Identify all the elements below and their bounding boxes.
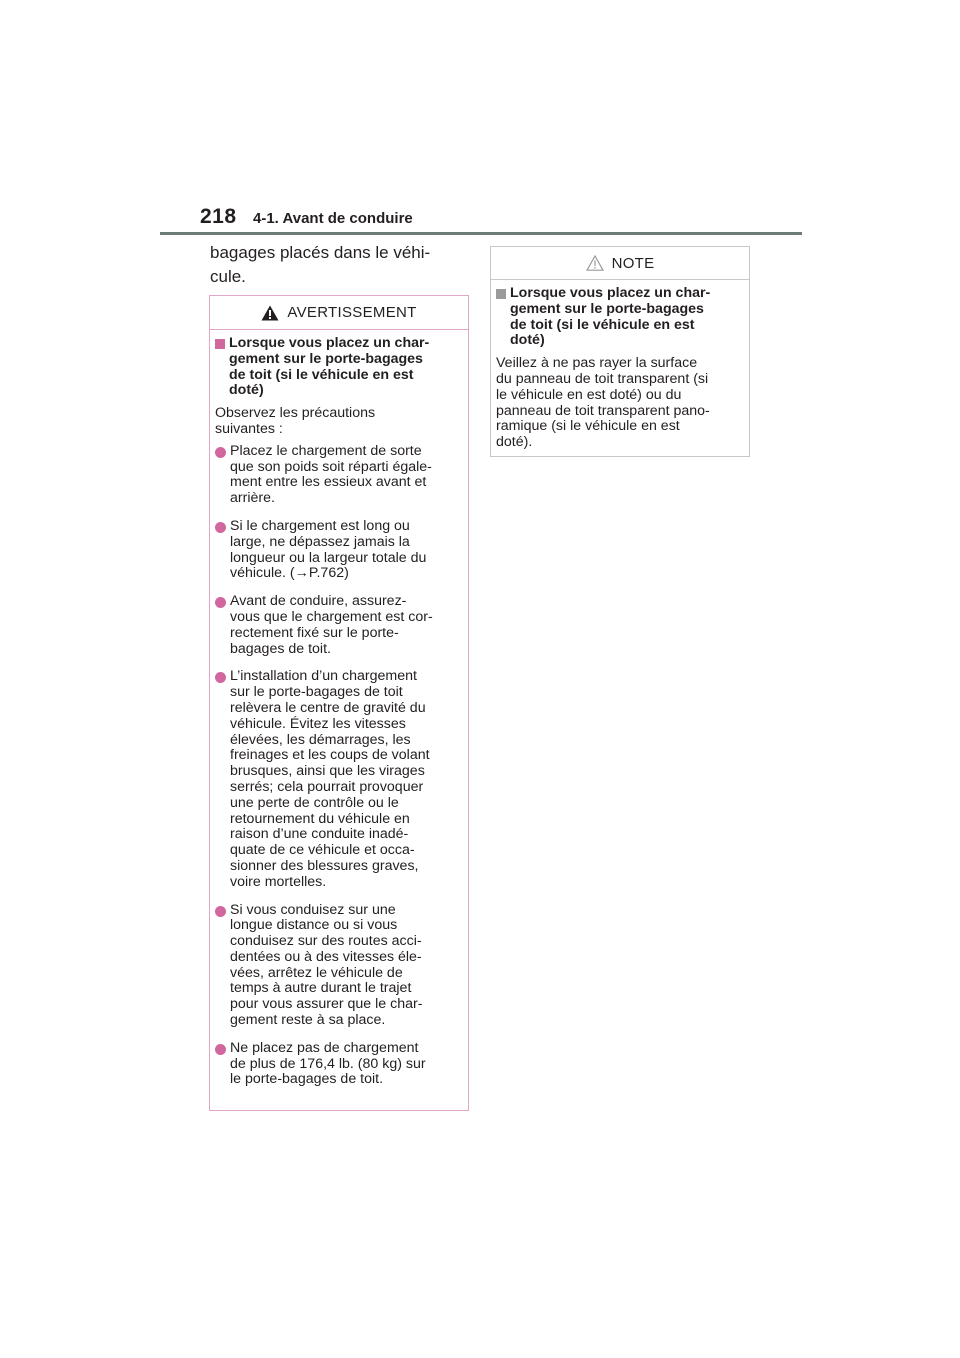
list-item [215, 669, 462, 890]
bullet-text: L’installation d’un chargement sur le porte-bagages de toit relèvera le centre de gravité du véhicule. Évitez les vitesses élevées, les démarrages, les freinages et les coups de volant brusques, ainsi que les virages serrés; cela pourrait provoquer une perte de contrôle ou le retournement du véhicule en raison d’une conduite inadé- quate de ce véhicule et occa- sionner des blessures graves, voire mortelles. [230, 668, 430, 890]
warning-box [209, 295, 469, 1111]
page-number: 218 [200, 205, 237, 228]
bullet-dot-icon [215, 447, 226, 458]
warning-triangle-icon [261, 305, 279, 321]
warning-header [210, 296, 468, 330]
warning-body [210, 330, 468, 1088]
bullet-dot-icon [215, 522, 226, 533]
list-item [215, 519, 462, 582]
note-header [491, 247, 749, 280]
bullet-text: Si le chargement est long ou large, ne dépassez jamais la longueur ou la largeur totale du véhicule. (→P.762) [230, 517, 427, 582]
list-item [215, 444, 462, 507]
bullet-text: Placez le chargement de sorte que son poids soit réparti égale- ment entre les essieux avant et arrière. [230, 442, 432, 507]
note-box [490, 246, 750, 457]
warning-subheading-text: Lorsque vous placez un char- gement sur le porte-bagages de toit (si le véhicule en est doté) [229, 335, 430, 399]
bullet-text: Ne placez pas de chargement de plus de 176,4 lb. (80 kg) sur le porte-bagages de toit. [230, 1039, 426, 1088]
warning-lead: Observez les précautions suivantes : [215, 405, 376, 437]
note-title: NOTE [611, 254, 655, 272]
bullet-text: Si vous conduisez sur une longue distance ou si vous conduisez sur des routes acci- dentées ou à des vitesses éle- vées, arrêtez le véhicule de temps à autre durant le trajet pour vous assurer que le char- gement reste à sa place. [230, 901, 423, 1029]
warning-bullet-list [215, 444, 462, 1088]
bullet-text: Avant de conduire, assurez- vous que le chargement est cor- rectement fixé sur le porte- bagages de toit. [230, 593, 433, 657]
section-title: 4-1. Avant de conduire [253, 210, 413, 227]
list-item [215, 1041, 462, 1088]
warning-title: AVERTISSEMENT [287, 304, 417, 321]
note-body-text: Veillez à ne pas rayer la surface du panneau de toit transparent (si le véhicule en est doté) ou du panneau de toit transparent pano- ramique (si le véhicule en est doté). [496, 355, 710, 451]
list-item [215, 594, 462, 657]
warning-subheading [215, 336, 462, 399]
bullet-dot-icon [215, 906, 226, 917]
bullet-dot-icon [215, 597, 226, 608]
note-subheading [496, 286, 743, 349]
bullet-dot-icon [215, 1044, 226, 1055]
intro-text: bagages placés dans le véhi- cule. [210, 243, 431, 286]
square-bullet-icon [496, 289, 506, 299]
bullet-dot-icon [215, 672, 226, 683]
note-body [491, 280, 749, 451]
note-subheading-text: Lorsque vous placez un char- gement sur le porte-bagages de toit (si le véhicule en est doté) [510, 285, 711, 349]
list-item [215, 903, 462, 1029]
square-bullet-icon [215, 339, 225, 349]
header-rule [160, 232, 802, 235]
caution-triangle-icon [586, 255, 604, 271]
